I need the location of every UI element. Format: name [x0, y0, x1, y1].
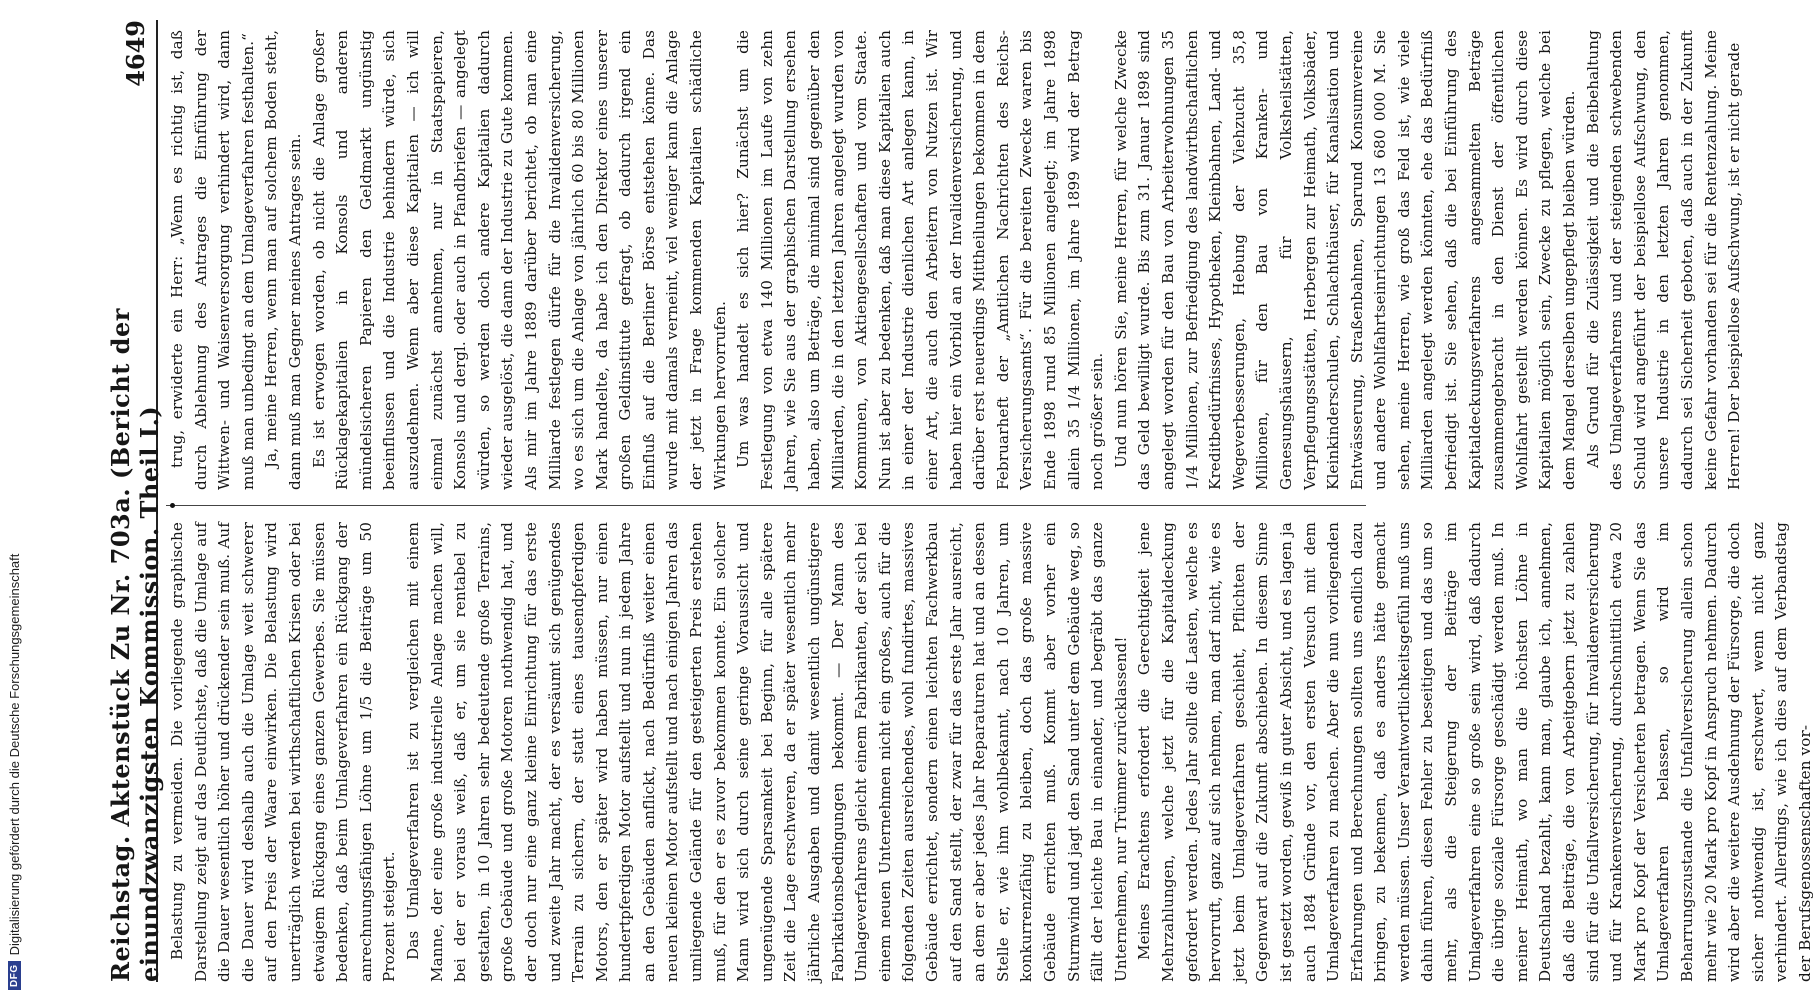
footer-strip — [0, 0, 30, 1000]
paragraph: Um was handelt es sich hier? Zunächst um die Festlegung von etwa 140 Millionen im Laufe von zehn Jahren, wie Sie aus der graphischen Darstellung ersehen haben, also um Beträge, die minimal sind gegenüber den Milliarden, die in den letzten Jahren angelegt wurden von Kommunen, von Aktiengesellschaften und vom Staate. Nun ist aber zu bedenken, daß man diese Kapitalien auch in einer der Industrie dienlichen Art anlegen kann, in einer Art, die auch den Arbeitern von Nutzen ist. Wir haben hier ein Vorbild an der Invalidenversicherung, und darüber erst neuerdings Mittheilungen bekommen in dem Februarheft der „Amtlichen Nachrichten des Reichs-Versicherungsamts“. Für die bereiten Zwecke waren bis Ende 1898 rund 85 Millionen angelegt; im Jahre 1898 allein 35 1/4 Millionen, im Jahre 1899 wird der Betrag noch größer sein. — [734, 30, 1107, 490]
right-column — [166, 30, 1744, 490]
paragraph: Das Umlageverfahren ist zu vergleichen mit einem Manne, der eine große industrielle Anlage machen will, bei der er voraus weiß, daß er, um sie rentabel zu gestalten, in 10 Jahren sehr bedeutende große Terrains, große Gebäude und große Motoren nothwendig hat, und der doch nur eine ganz kleine Einrichtung für das erste und zweite Jahr macht, der es versäumt sich genügendes Terrain zu sichern, der statt eines tausendpferdigen Motors, den er später wird haben müssen, nur einen hundertpferdigen Motor aufstellt und nun in jedem Jahre an den Gebäuden anflickt, nach Bedürfniß weiter einen neuen kleinen Motor aufstellt und nach einigen Jahren das umliegende Gelände für den gesteigerten Preis erstehen muß, für den er es zuvor bekommen konnte. Ein solcher Mann wird sich durch seine geringe Voraussicht und ungenügende Sparsamkeit bei Beginn, für alle spätere Zeit die Lage erschweren, da er später wesentlich mehr jährliche Ausgaben und damit wesentlich ungünstigere Fabrikationsbedingungen bekommt. — Der Mann des Umlageverfahrens gleicht einem Fabrikanten, der sich bei einem neuen Unternehmen nicht ein großes, auch für die folgenden Zeiten ausreichendes, wohl fundirtes, massives Gebäude errichtet, sondern einen leichten Fachwerkbau auf den Sand stellt, der zwar für das erste Jahr ausreicht, an dem er aber jedes Jahr Reparaturen hat und an dessen Stelle er, wie ihm wohlbekannt, nach 10 Jahren, um konkurrenzfähig zu bleiben, doch das große massive Gebäude errichten muß. Kommt aber vorher ein Sturmwind und jagt den Sand unter dem Gebäude weg, so fällt der leichte Bau in einander, und begräbt das ganze Unternehmen, nur Trümmer zurücklassend! — [403, 522, 1130, 982]
page-title: Reichstag. Aktenstück Zu Nr. 703a. (Bericht der einundzwanzigsten Kommission. Theil I.) — [106, 308, 164, 982]
dfg-logo-icon: DFG — [8, 961, 21, 990]
rotated-page-content — [106, 12, 1814, 990]
footer-credit-text: Digitalisierung gefördert durch die Deutsche Forschungsgemeinschaft — [6, 553, 22, 956]
paragraph: Als Grund für die Zulässigkeit und die Beibehaltung des Umlageverfahrens und der steigenden schwebenden Schuld wird angeführt der beispiellose Aufschwung, den unsere Industrie in den letzten Jahren genommen, dadurch sei Sicherheit geboten, daß auch in der Zukunft keine Gefahr vorhanden sei für die Rentenzahlung. Meine Herren! Der beispiellose Aufschwung, ist er nicht gerade — [1583, 30, 1744, 490]
column-divider — [166, 505, 1366, 506]
paragraph: Belastung zu vermeiden. Die vorliegende graphische Darstellung zeigt auf das Deutlichste, daß die Umlage auf die Dauer wesentlich höher und drückender sein muß. Auf die Dauer wird deshalb auch die Umlage weit schwerer auf den Preis der Waare einwirken. Die Belastung wird unerträglich werden bei wirthschaftlichen Krisen oder bei etwaigem Rückgang eines ganzen Gewerbes. Sie müssen bedenken, daß beim Umlageverfahren ein Rückgang der anrechnungsfähigen Löhne um 1/5 die Beiträge um 50 Prozent steigert. — [168, 522, 399, 982]
paragraph: Es ist erwogen worden, ob nicht die Anlage großer Rücklagekapitalien in Konsols und anderen mündelsicheren Papieren den Geldmarkt ungünstig beeinflussen und die Industrie behindern würde, sich auszudehnen. Wenn aber diese Kapitalien — ich will einmal zunächst annehmen, nur in Staatspapieren, Konsols und dergl. oder auch in Pfandbriefen — angelegt würden, so werden doch andere Kapitalien dadurch wieder ausgelöst, die dann der Industrie zu Gute kommen. Als mir im Jahre 1889 darüber berichtet, ob man eine Milliarde festlegen dürfe für die Invalidenversicherung, wo es sich um die Anlage von jährlich 60 bis 80 Millionen Mark handelte, da habe ich den Direktor eines unserer großen Geldinstitute gefragt, ob dadurch irgend ein Einfluß auf die Berliner Börse entstehen könne. Das wurde mit damals verneint, viel weniger kann die Anlage der jetzt in Frage kommenden Kapitalien schädliche Wirkungen hervorrufen. — [309, 30, 729, 490]
page-header — [106, 20, 164, 982]
paragraph: Ja, meine Herren, wenn man auf solchem Boden steht, dann muß man Gegner meines Antrages sein. — [262, 30, 304, 490]
paragraph: Und nun hören Sie, meine Herren, für welche Zwecke das Geld bewilligt wurde. Bis zum 31. Januar 1898 sind angelegt worden für den Bau von Arbeiterwohnungen 35 1/4 Millionen, zur Befriedigung des landwirthschaftlichen Kreditbedürfnisses, Hypotheken, Kleinbahnen, Land- und Wegeverbesserungen, Hebung der Viehzucht 35,8 Millionen, für den Bau von Kranken- und Genesungshäusern, für Volksheilstätten, Verpflegungsstätten, Herbergen zur Heimath, Volksbäder, Kleinkinderschulen, Schlachthäuser, für Kanalisation und Entwässerung, Straßenbahnen, Sparund Konsumvereine und andere Wohlfahrtseinrichtungen 13 680 000 M. Sie sehen, meine Herren, wie groß das Feld ist, wie viele Milliarden angelegt werden könnten, ehe das Bedürfniß befriedigt ist. Sie sehen, daß die bei Einführung des Kapitaldeckungsverfahrens angesammelten Beträge zusammengebracht in den Dienst der öffentlichen Wohlfahrt gestellt werden können. Es wird durch diese Kapitalien möglich sein, Zwecke zu pflegen, welche bei dem Mangel derselben ungepflegt bleiben würden. — [1111, 30, 1579, 490]
divider-dot — [170, 503, 175, 508]
footer-credit — [2, 20, 26, 990]
scanned-page — [106, 12, 1814, 990]
left-column — [166, 522, 1814, 982]
paragraph: trug, erwiderte ein Herr: „Wenn es richtig ist, daß durch Ablehnung des Antrages die Einführung der Wittwen- und Waisenversorgung verhindert wird, dann muß man unbedingt an dem Umlageverfahren festhalten.“ — [168, 30, 257, 490]
page-number: 4649 — [120, 20, 150, 87]
paragraph: Meines Erachtens erfordert die Gerechtigkeit jene Mehrzahlungen, welche jetzt für die Kapitaldeckung gefordert werden. Jedes Jahr sollte die Lasten, welche es hervorruft, ganz auf sich nehmen, man darf nicht, wie es jetzt beim Umlageverfahren geschieht, Pflichten der Gegenwart auf die Zukunft abschieben. In diesem Sinne ist gesetzt worden, gewiß in guter Absicht, und es lagen ja auch 1884 Gründe vor, den ersten Versuch mit dem Umlageverfahren zu machen. Aber die nun vorliegenden Erfahrungen und Berechnungen sollten uns endlich dazu bringen, zu bekennen, daß es anders hätte gemacht werden müssen. Unser Verantwortlichkeitsgefühl muß uns dahin führen, diesen Fehler zu beseitigen und das um so mehr, als die Steigerung der Beiträge im Umlageverfahren eine so große sein wird, daß dadurch die übrige soziale Fürsorge geschädigt werden muß. In meiner Heimath, wo man die höchsten Löhne in Deutschland bezahlt, kann man, glaube ich, annehmen, daß die Beiträge, die von Arbeitgebern jetzt zu zahlen sind für die Unfallversicherung, für Invalidenversicherung und für Krankenversicherung, durchschnittlich etwa 20 Mark pro Kopf der Versicherten betragen. Wenn Sie das Umlageverfahren belassen, so wird im Beharrungszustande die Unfallversicherung allein schon mehr wie 20 Mark pro Kopf in Anspruch nehmen. Dadurch wird aber die weitere Ausdehnung der Fürsorge, die doch sicher nothwendig ist, erschwert, wenn nicht ganz verhindert. Allerdings, wie ich dies auf dem Verbandstag der Berufsgenossenschaften vor- — [1135, 522, 1814, 982]
